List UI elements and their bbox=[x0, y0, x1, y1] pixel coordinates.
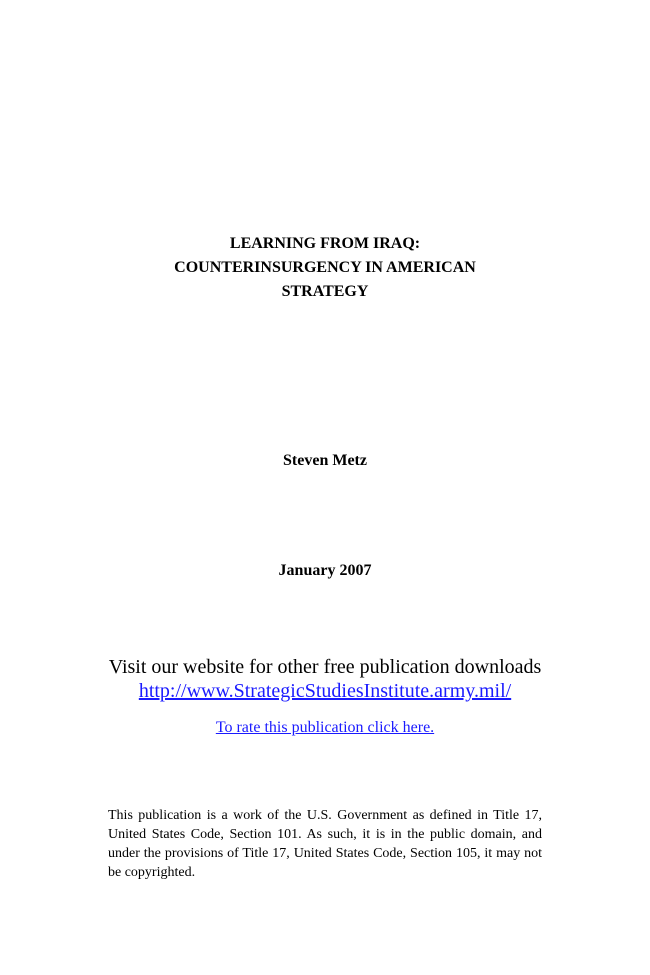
website-url-container bbox=[0, 679, 650, 703]
rate-publication-link[interactable]: To rate this publication click here. bbox=[215, 719, 435, 736]
title-line-1: LEARNING FROM IRAQ: bbox=[229, 235, 421, 252]
title-line-2: COUNTERINSURGENCY IN AMERICAN bbox=[174, 259, 476, 276]
title-line-3: STRATEGY bbox=[281, 283, 369, 300]
publication-date: January 2007 bbox=[278, 562, 372, 579]
rate-container bbox=[0, 719, 650, 737]
website-url-link[interactable]: http://www.StrategicStudiesInstitute.army.mil/ bbox=[138, 680, 512, 702]
author-name: Steven Metz bbox=[283, 452, 367, 469]
document-title bbox=[0, 232, 650, 304]
copyright-notice: This publication is a work of the U.S. Government as defined in Title 17, United States Code, Section 101. As such, it is in the public domain, and under the provisions of Title 17, United States Code, Section 105, it may not be copyrighted. bbox=[108, 808, 542, 880]
website-invitation: Visit our website for other free publication downloads bbox=[108, 656, 542, 678]
